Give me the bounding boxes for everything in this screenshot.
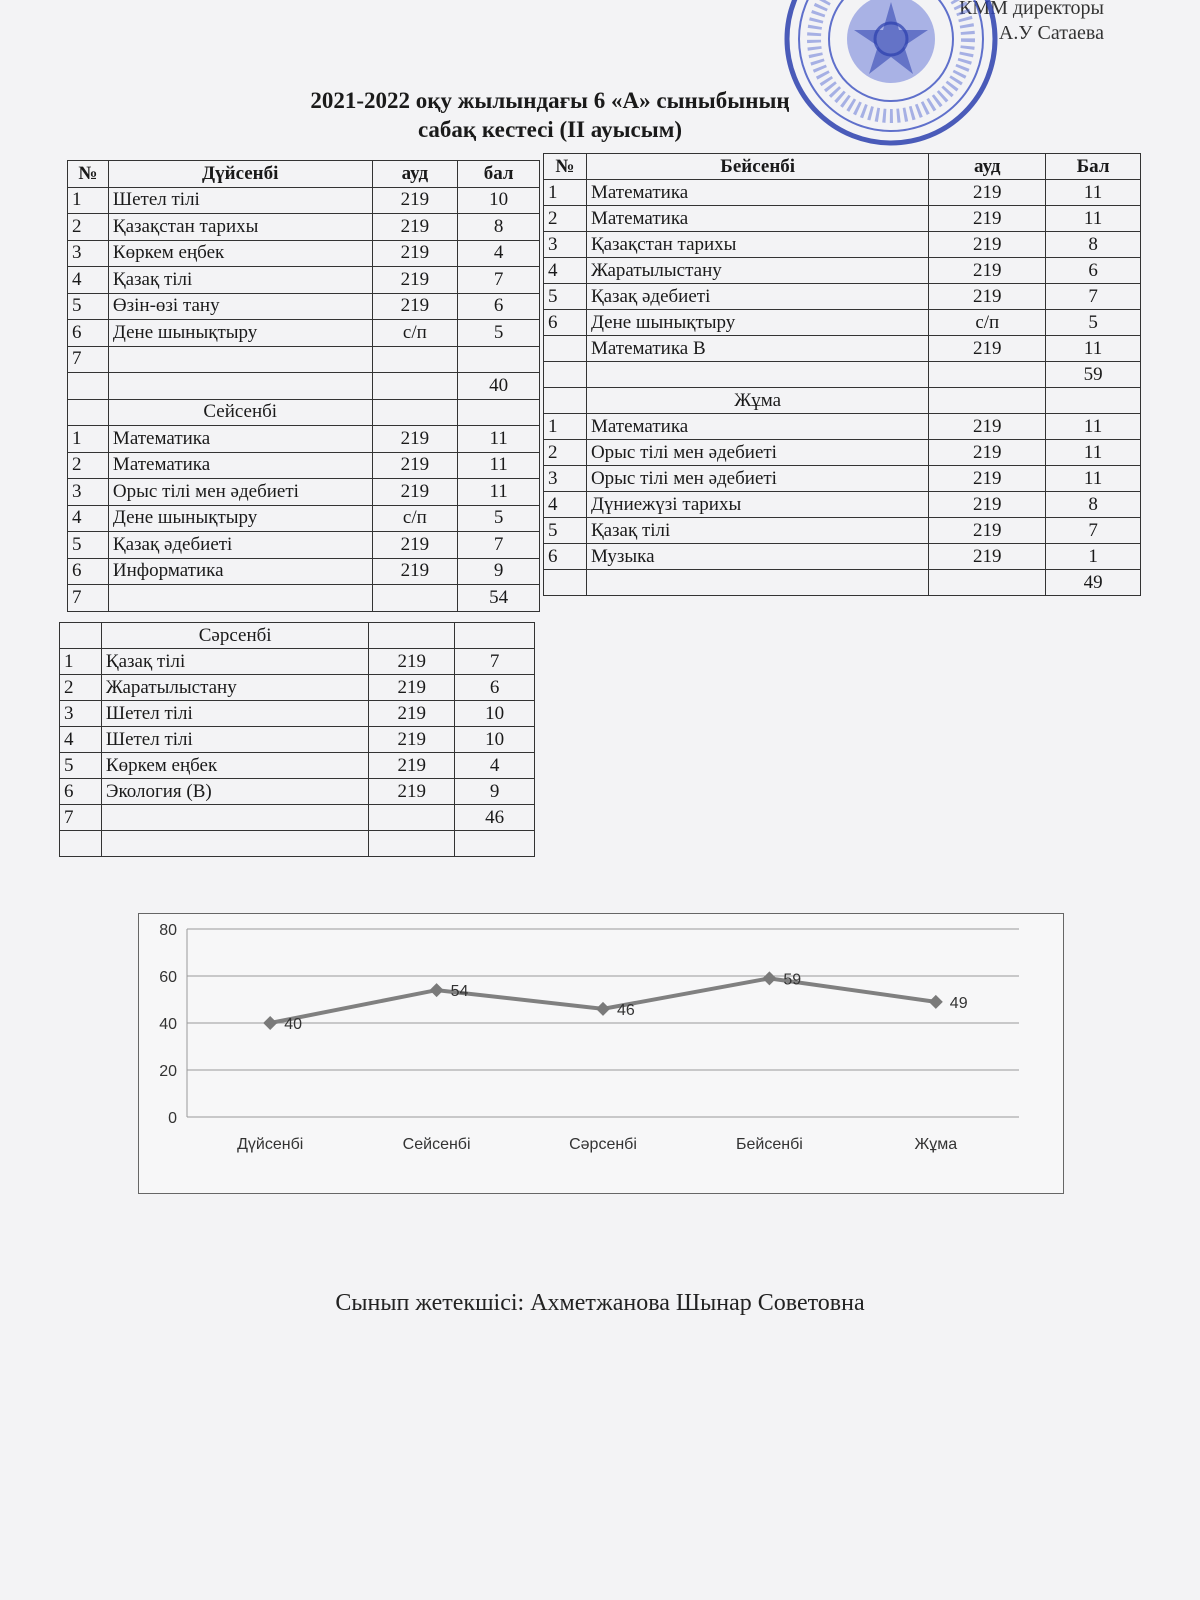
schedule-table-wednesday	[59, 622, 535, 857]
table-row	[68, 214, 540, 241]
data-point-marker	[762, 971, 776, 985]
subject-name: Қазақ әдебиеті	[586, 284, 928, 310]
data-point-marker	[430, 983, 444, 997]
col-room: ауд	[372, 161, 458, 188]
table-row	[60, 675, 535, 701]
room-number: 219	[369, 779, 455, 805]
approval-line-1: КММ директоры	[958, 0, 1104, 19]
table-row	[68, 558, 540, 585]
row-number: 1	[544, 180, 587, 206]
subject-name: Дене шынықтыру	[108, 505, 372, 532]
table-row	[60, 779, 535, 805]
empty-row	[60, 831, 535, 857]
room-number: 219	[929, 544, 1046, 570]
table-row	[544, 466, 1141, 492]
room-number: с/п	[929, 310, 1046, 336]
data-point-marker	[263, 1016, 277, 1030]
difficulty-score: 11	[458, 426, 540, 453]
row-number: 1	[68, 187, 109, 214]
x-tick-label: Сейсенбі	[402, 1136, 471, 1153]
difficulty-score: 8	[1046, 492, 1141, 518]
difficulty-score: 6	[458, 293, 540, 320]
difficulty-score: 9	[455, 779, 535, 805]
weekly-load-chart	[138, 913, 1064, 1194]
table-row	[544, 180, 1141, 206]
row-number: 4	[68, 505, 109, 532]
difficulty-score: 11	[458, 452, 540, 479]
subject-name: Шетел тілі	[101, 701, 368, 727]
data-label: 49	[949, 994, 968, 1012]
row-number: 6	[544, 310, 587, 336]
difficulty-score: 11	[1046, 336, 1141, 362]
subject-name: Математика	[586, 180, 928, 206]
monday-total-row	[68, 373, 540, 400]
monday-total: 40	[458, 373, 540, 400]
subject-name: Дене шынықтыру	[108, 320, 372, 347]
col-score: бал	[458, 161, 540, 188]
y-tick-label: 40	[159, 1016, 177, 1033]
table-row	[544, 336, 1141, 362]
row-number: 7	[68, 585, 109, 612]
table-row	[544, 414, 1141, 440]
room-number: с/п	[372, 320, 458, 347]
data-label: 59	[783, 971, 802, 989]
wednesday-total-row	[60, 805, 535, 831]
difficulty-score: 1	[1046, 544, 1141, 570]
row-number: 3	[544, 466, 587, 492]
difficulty-score: 11	[1046, 206, 1141, 232]
room-number: 219	[929, 258, 1046, 284]
difficulty-score: 4	[455, 753, 535, 779]
room-number: 219	[929, 440, 1046, 466]
table-row	[68, 452, 540, 479]
difficulty-score: 7	[458, 267, 540, 294]
row-number: 2	[60, 675, 102, 701]
difficulty-score: 9	[458, 558, 540, 585]
data-point-marker	[929, 995, 943, 1009]
table-row	[60, 727, 535, 753]
difficulty-score: 5	[458, 320, 540, 347]
room-number: 219	[372, 452, 458, 479]
room-number: 219	[369, 701, 455, 727]
row-number: 7	[68, 346, 109, 373]
subject-name: Орыс тілі мен әдебиеті	[108, 479, 372, 506]
row-number: 4	[68, 267, 109, 294]
row-number: 4	[544, 258, 587, 284]
room-number: 219	[929, 284, 1046, 310]
subject-name: Жаратылыстану	[101, 675, 368, 701]
table-header-row	[68, 161, 540, 188]
subject-name: Шетел тілі	[101, 727, 368, 753]
table-row	[68, 293, 540, 320]
room-number: 219	[372, 187, 458, 214]
difficulty-score: 5	[1046, 310, 1141, 336]
subject-name: Математика В	[586, 336, 928, 362]
table-row	[68, 240, 540, 267]
row-number: 2	[544, 440, 587, 466]
subject-name: Дүниежүзі тарихы	[586, 492, 928, 518]
table-row	[60, 701, 535, 727]
subject-name: Қазақ тілі	[108, 267, 372, 294]
data-label: 46	[617, 1001, 635, 1019]
subject-name: Математика	[586, 414, 928, 440]
table-row	[544, 232, 1141, 258]
row-number: 6	[68, 558, 109, 585]
table-row	[68, 187, 540, 214]
subject-name	[108, 346, 372, 373]
room-number: 219	[929, 232, 1046, 258]
table-row	[544, 440, 1141, 466]
table-row	[544, 258, 1141, 284]
difficulty-score: 6	[455, 675, 535, 701]
row-number: 2	[68, 214, 109, 241]
row-number: 4	[544, 492, 587, 518]
table-row	[60, 753, 535, 779]
friday-title-row	[544, 388, 1141, 414]
data-point-marker	[596, 1002, 610, 1016]
friday-total: 49	[1046, 570, 1141, 596]
difficulty-score: 11	[1046, 466, 1141, 492]
row-number: 3	[68, 479, 109, 506]
difficulty-score: 10	[458, 187, 540, 214]
table-row	[68, 426, 540, 453]
col-no: №	[68, 161, 109, 188]
series-line	[270, 978, 936, 1023]
subject-name: Математика	[586, 206, 928, 232]
table-row	[544, 284, 1141, 310]
table-row	[544, 544, 1141, 570]
difficulty-score: 8	[1046, 232, 1141, 258]
table-row	[68, 532, 540, 559]
row-number: 5	[68, 532, 109, 559]
wednesday-title: Сәрсенбі	[101, 623, 368, 649]
difficulty-score: 11	[1046, 414, 1141, 440]
y-tick-label: 0	[168, 1110, 177, 1127]
thursday-total: 59	[1046, 362, 1141, 388]
subject-name: Дене шынықтыру	[586, 310, 928, 336]
subject-name: Орыс тілі мен әдебиеті	[586, 466, 928, 492]
subject-name: Математика	[108, 452, 372, 479]
subject-name: Қазақ тілі	[586, 518, 928, 544]
tuesday-total-row	[68, 585, 540, 612]
col-score: Бал	[1046, 154, 1141, 180]
row-number: 6	[68, 320, 109, 347]
wednesday-title-row	[60, 623, 535, 649]
room-number: 219	[929, 206, 1046, 232]
room-number: 219	[372, 558, 458, 585]
row-number: 1	[60, 649, 102, 675]
subject-name: Информатика	[108, 558, 372, 585]
difficulty-score: 5	[458, 505, 540, 532]
room-number: 219	[929, 492, 1046, 518]
subject-name: Орыс тілі мен әдебиеті	[586, 440, 928, 466]
table-row	[68, 267, 540, 294]
title-line-2: сабақ кестесі (ІІ ауысым)	[417, 117, 683, 142]
class-teacher-signature: Сынып жетекшісі: Ахметжанова Шынар Советовна	[335, 1290, 865, 1316]
data-label: 40	[284, 1016, 302, 1033]
data-label: 54	[450, 983, 469, 1001]
thursday-title: Бейсенбі	[586, 154, 928, 180]
y-tick-label: 60	[159, 969, 177, 986]
subject-name: Математика	[108, 426, 372, 453]
table-row	[544, 206, 1141, 232]
row-number: 3	[544, 232, 587, 258]
row-number: 1	[68, 426, 109, 453]
row-number: 5	[60, 753, 102, 779]
x-tick-label: Бейсенбі	[736, 1136, 803, 1153]
row-number: 1	[544, 414, 587, 440]
document-title	[170, 86, 930, 144]
subject-name: Көркем еңбек	[108, 240, 372, 267]
y-tick-label: 20	[159, 1063, 177, 1080]
difficulty-score: 8	[458, 214, 540, 241]
difficulty-score	[458, 346, 540, 373]
line-chart	[139, 914, 1063, 1193]
difficulty-score: 6	[1046, 258, 1141, 284]
row-number: 4	[60, 727, 102, 753]
difficulty-score: 10	[455, 701, 535, 727]
room-number: 219	[372, 214, 458, 241]
table-row	[68, 346, 540, 373]
room-number: 219	[929, 180, 1046, 206]
x-tick-label: Сәрсенбі	[569, 1136, 637, 1153]
table-row	[544, 518, 1141, 544]
row-number: 2	[544, 206, 587, 232]
friday-total-row	[544, 570, 1141, 596]
row-number: 6	[60, 779, 102, 805]
title-line-1: 2021-2022 оқу жылындағы 6 «А» сыныбының	[310, 88, 790, 113]
row-number: 6	[544, 544, 587, 570]
row-number: 5	[544, 284, 587, 310]
room-number: 219	[369, 753, 455, 779]
subject-name: Музыка	[586, 544, 928, 570]
tuesday-title-row	[68, 399, 540, 426]
room-number: 219	[372, 267, 458, 294]
table-row	[68, 320, 540, 347]
room-number: 219	[372, 240, 458, 267]
monday-title: Дүйсенбі	[108, 161, 372, 188]
approval-line-2: А.У Сатаева	[998, 22, 1104, 44]
room-number: 219	[372, 426, 458, 453]
tuesday-title: Сейсенбі	[108, 399, 372, 426]
thursday-total-row	[544, 362, 1141, 388]
difficulty-score: 7	[1046, 284, 1141, 310]
room-number: 219	[372, 532, 458, 559]
table-row	[544, 310, 1141, 336]
room-number: с/п	[372, 505, 458, 532]
friday-title: Жұма	[586, 388, 928, 414]
row-number	[544, 336, 587, 362]
row-number: 5	[68, 293, 109, 320]
difficulty-score: 11	[1046, 440, 1141, 466]
room-number: 219	[929, 414, 1046, 440]
difficulty-score: 7	[455, 649, 535, 675]
room-number: 219	[929, 466, 1046, 492]
room-number: 219	[369, 649, 455, 675]
table-row	[68, 479, 540, 506]
col-room: ауд	[929, 154, 1046, 180]
subject-name: Қазақстан тарихы	[108, 214, 372, 241]
room-number: 219	[369, 675, 455, 701]
difficulty-score: 11	[1046, 180, 1141, 206]
subject-name: Қазақ әдебиеті	[108, 532, 372, 559]
schedule-table-left	[67, 160, 540, 612]
room-number: 219	[372, 293, 458, 320]
wednesday-total: 46	[455, 805, 535, 831]
subject-name: Экология (В)	[101, 779, 368, 805]
table-header-row	[544, 154, 1141, 180]
tuesday-total: 54	[458, 585, 540, 612]
room-number	[372, 346, 458, 373]
room-number: 219	[929, 518, 1046, 544]
row-number: 3	[68, 240, 109, 267]
row-number: 3	[60, 701, 102, 727]
table-row	[68, 505, 540, 532]
schedule-table-right	[543, 153, 1141, 596]
subject-name: Қазақ тілі	[101, 649, 368, 675]
table-row	[60, 649, 535, 675]
subject-name: Көркем еңбек	[101, 753, 368, 779]
row-number: 2	[68, 452, 109, 479]
difficulty-score: 11	[458, 479, 540, 506]
table-row	[544, 492, 1141, 518]
difficulty-score: 7	[458, 532, 540, 559]
room-number: 219	[372, 479, 458, 506]
x-tick-label: Дүйсенбі	[237, 1136, 304, 1153]
room-number: 219	[369, 727, 455, 753]
row-number: 7	[60, 805, 102, 831]
x-tick-label: Жұма	[914, 1136, 958, 1153]
row-number: 5	[544, 518, 587, 544]
subject-name: Өзін-өзі тану	[108, 293, 372, 320]
subject-name: Қазақстан тарихы	[586, 232, 928, 258]
subject-name: Жаратылыстану	[586, 258, 928, 284]
difficulty-score: 7	[1046, 518, 1141, 544]
room-number: 219	[929, 336, 1046, 362]
difficulty-score: 4	[458, 240, 540, 267]
y-tick-label: 80	[159, 922, 177, 939]
difficulty-score: 10	[455, 727, 535, 753]
subject-name: Шетел тілі	[108, 187, 372, 214]
col-no: №	[544, 154, 587, 180]
